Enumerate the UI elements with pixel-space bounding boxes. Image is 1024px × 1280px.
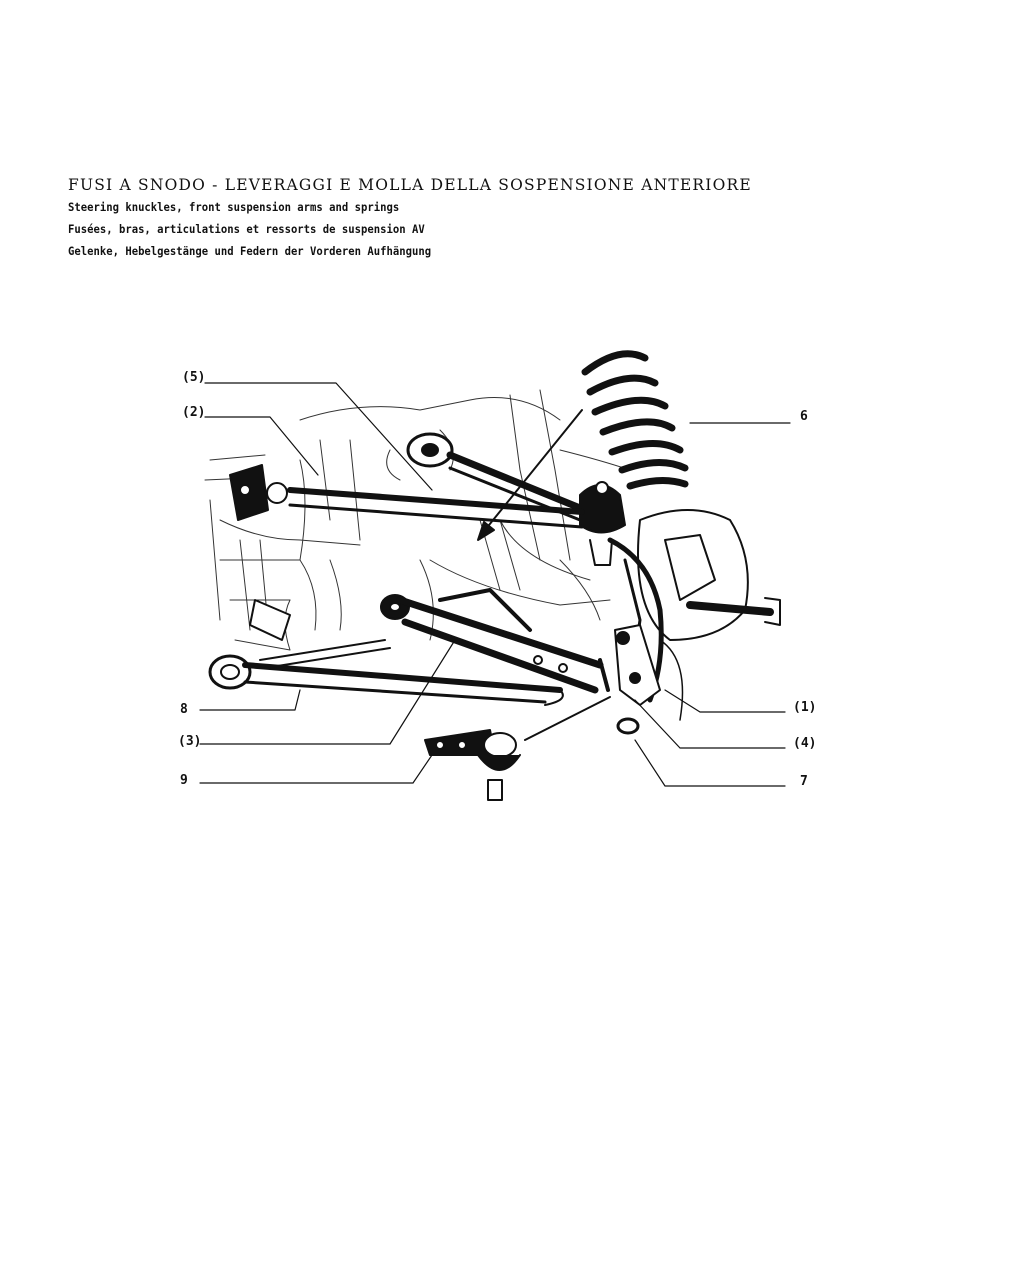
callout-9: 9 xyxy=(180,773,188,788)
ball-joint xyxy=(425,730,520,800)
callout-3: (3) xyxy=(178,734,202,749)
callout-2: (2) xyxy=(182,405,206,420)
callout-5: (5) xyxy=(182,370,206,385)
callout-8: 8 xyxy=(180,702,188,717)
page-subtitle-german: Gelenke, Hebelgestänge und Federn der Vorderen Aufhängung xyxy=(68,244,432,258)
callout-1: (1) xyxy=(793,700,817,715)
lower-bracket xyxy=(615,625,660,733)
callout-7: 7 xyxy=(800,774,808,789)
callout-6: 6 xyxy=(800,409,808,424)
callout-4: (4) xyxy=(793,736,817,751)
page-title-italian: FUSI A SNODO - LEVERAGGI E MOLLA DELLA SOSPENSIONE ANTERIORE xyxy=(68,176,752,194)
upper-ball-joint xyxy=(580,482,625,565)
coil-spring xyxy=(585,354,685,486)
lower-arm xyxy=(381,590,608,690)
page-subtitle-english: Steering knuckles, front suspension arms and springs xyxy=(68,200,400,214)
page-subtitle-french: Fusées, bras, articulations et ressorts de suspension AV xyxy=(68,222,425,236)
